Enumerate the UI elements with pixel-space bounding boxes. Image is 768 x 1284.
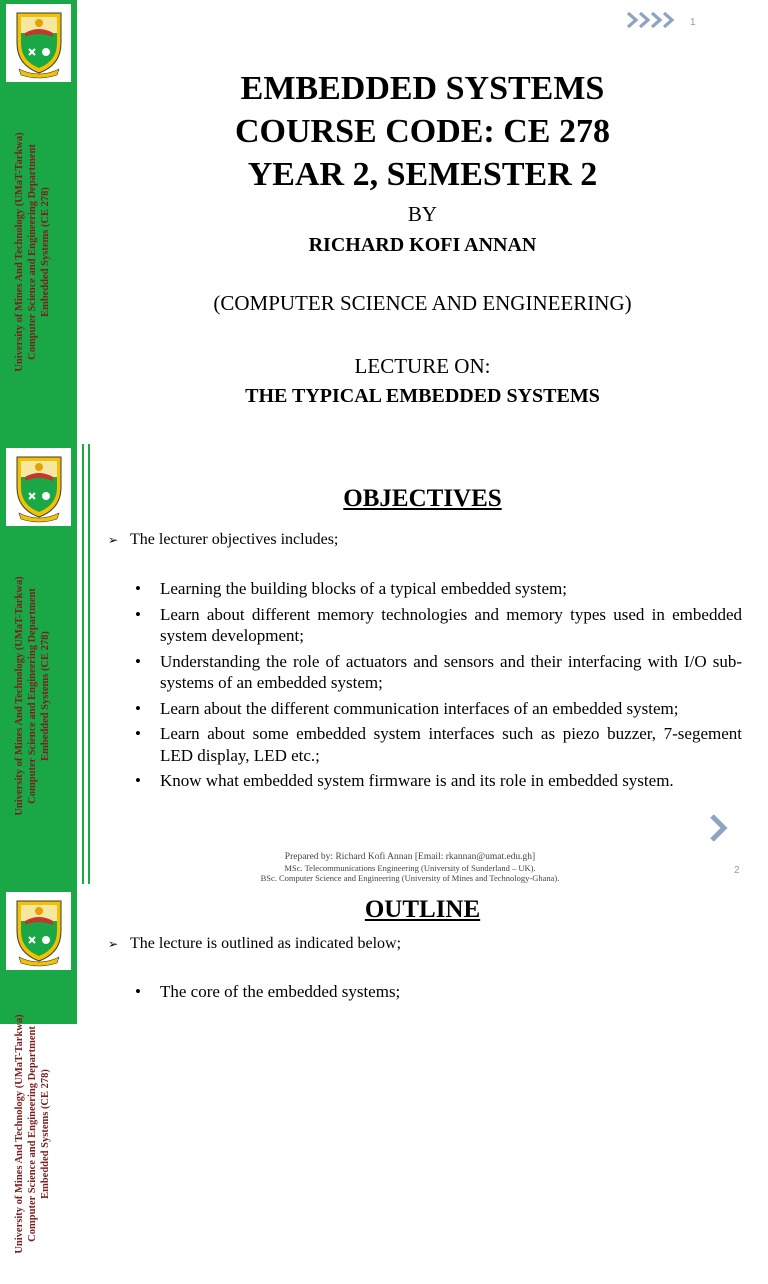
list-item: • Learn about some embedded system interfaces such as piezo buzzer, 7-segement LED display, LED etc.; [135,723,742,766]
outline-intro [108,935,401,953]
footer-line-2: MSc. Telecommunications Engineering (University of Sunderland – UK). [284,863,536,873]
outline-intro-text: The lecture is outlined as indicated below; [130,935,402,952]
list-item: • The core of the embedded systems; [135,981,742,1003]
sidebar-line-3: Embedded Systems (CE 278) [40,1069,51,1199]
sidebar-line-1: University of Mines And Technology (UMaT-Tarkwa) [14,1014,25,1254]
sidebar-line-3: Embedded Systems (CE 278) [40,187,51,317]
by-label: BY [407,202,438,226]
arrow-bullet-icon: ➢ [108,936,119,951]
author-name: RICHARD KOFI ANNAN [308,234,537,256]
outline-heading: OUTLINE [364,896,481,923]
sidebar-caption [13,546,63,846]
objectives-heading: OBJECTIVES [343,485,502,512]
arrow-bullet-icon: ➢ [108,532,119,547]
footer-line-1: Prepared by: Richard Kofi Annan [Email: rkannan@umat.edu.gh] [284,852,536,862]
sidebar-line-2: Computer Science and Engineering Department [27,144,38,360]
sidebar-line-1: University of Mines And Technology (UMaT-Tarkwa) [14,576,25,816]
sidebar [0,440,77,884]
slide-2 [0,440,768,884]
outline-list [135,981,742,1007]
department: (COMPUTER SCIENCE AND ENGINEERING) [213,291,632,315]
objectives-list [135,578,742,796]
sidebar-line-3: Embedded Systems (CE 278) [40,631,51,761]
next-slide-chevron-icon [706,812,732,844]
objectives-intro-text: The lecturer objectives includes; [130,531,339,548]
page-number: 2 [734,865,740,876]
title-line-2: COURSE CODE: CE 278 [235,113,610,150]
university-crest-icon [6,892,71,970]
university-crest-icon [6,4,71,82]
list-item: • Learning the building blocks of a typical embedded system; [135,578,742,600]
sidebar-line-2: Computer Science and Engineering Department [27,588,38,804]
title-line-3: YEAR 2, SEMESTER 2 [247,156,598,193]
list-item: • Understanding the role of actuators and sensors and their interfacing with I/O sub-systems of an embedded system; [135,651,742,694]
sidebar-caption [13,102,63,402]
university-crest-icon [6,448,71,526]
objectives-intro [108,531,338,549]
title-line-1: EMBEDDED SYSTEMS [240,70,605,107]
sidebar-caption [13,984,63,1284]
list-item: • Learn about the different communication interfaces of an embedded system; [135,698,742,720]
lecture-topic: THE TYPICAL EMBEDDED SYSTEMS [245,385,600,407]
slide-3 [0,884,768,1254]
lecture-label: LECTURE ON: [354,354,491,378]
sidebar [0,884,77,1254]
list-item: • Know what embedded system firmware is and its role in embedded system. [135,770,742,792]
sidebar [0,0,77,440]
footer-line-3: BSc. Computer Science and Engineering (University of Mines and Technology-Ghana). [260,873,560,883]
sidebar-line-1: University of Mines And Technology (UMaT-Tarkwa) [14,132,25,372]
slide-1 [0,0,768,440]
page-number: 1 [690,17,696,28]
list-item: • Learn about different memory technologies and memory types used in embedded system development; [135,604,742,647]
chevrons-icon [626,10,682,30]
sidebar-line-2: Computer Science and Engineering Department [27,1026,38,1242]
slide-footer [200,852,620,883]
